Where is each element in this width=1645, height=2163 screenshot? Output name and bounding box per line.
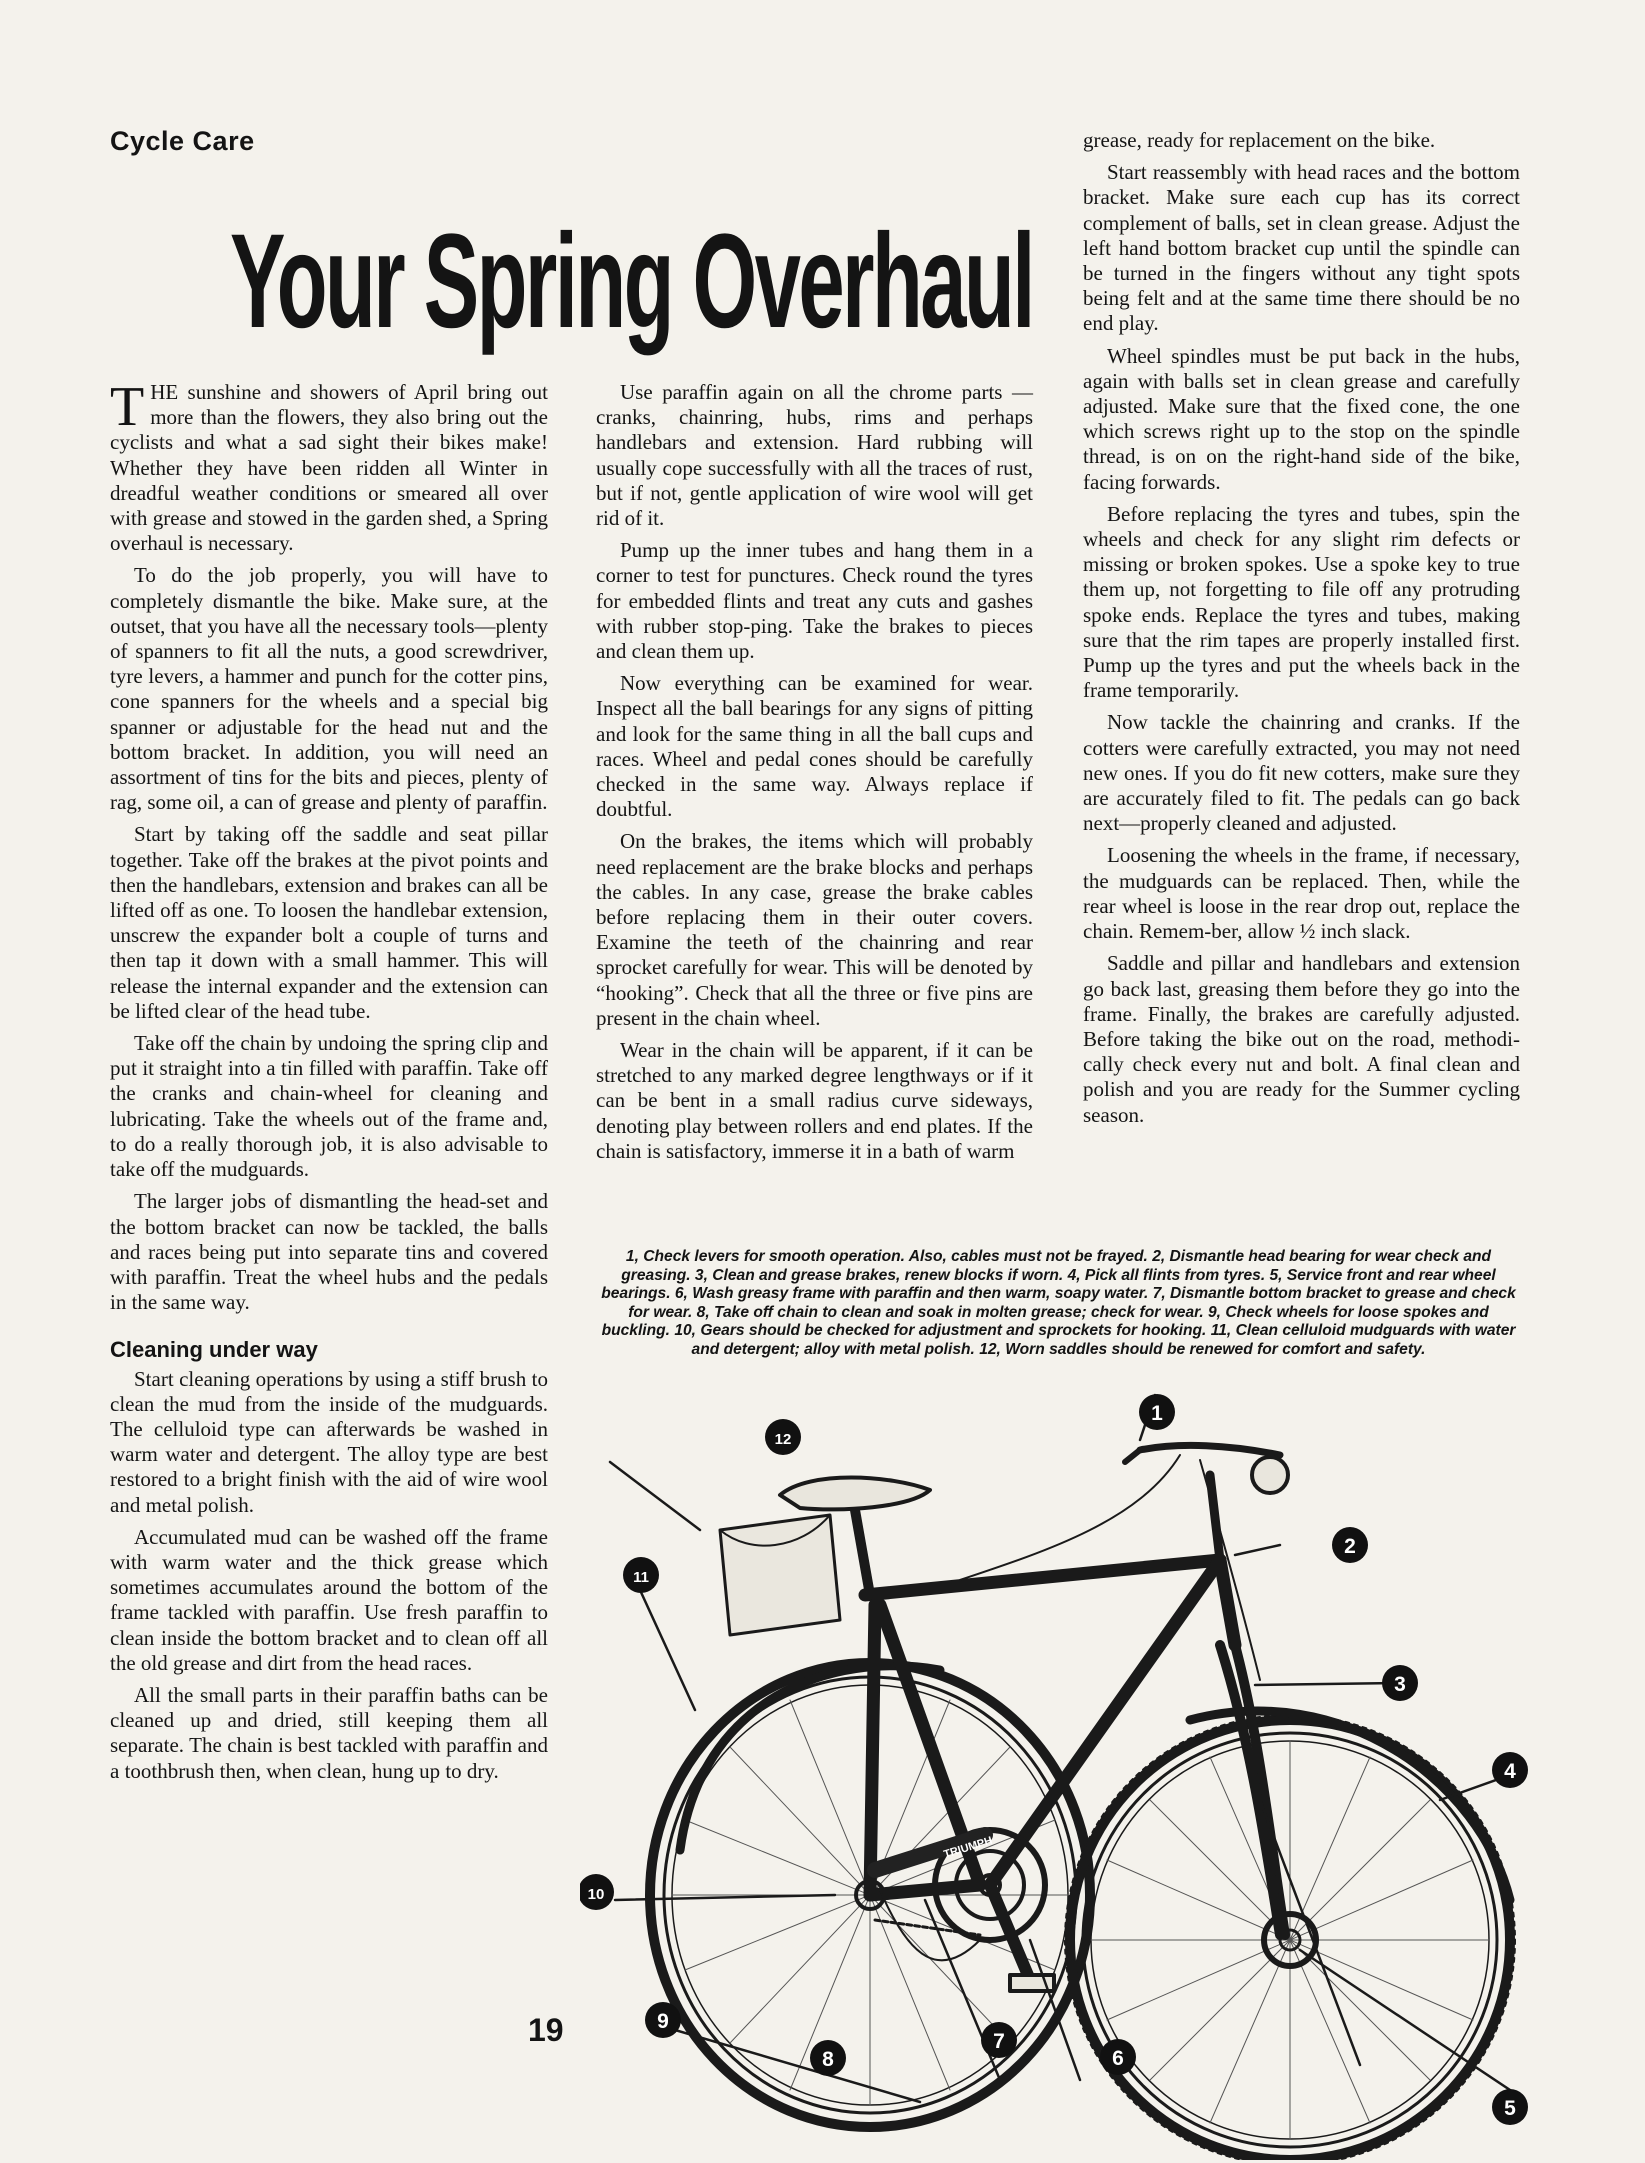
section-tag: Cycle Care bbox=[110, 126, 255, 156]
svg-text:6: 6 bbox=[1112, 2047, 1124, 2070]
svg-text:3: 3 bbox=[1394, 1673, 1406, 1696]
svg-text:11: 11 bbox=[633, 1569, 649, 1586]
paragraph: Accumulated mud can be washed off the frame with warm water and the thick grease which sometimes accumulates around the bottom of the frame tackled with paraffin. Use fresh paraffin to clean inside the bottom bracket and to clean off all the old grease and dirt from the head races. bbox=[110, 1524, 548, 1675]
svg-text:10: 10 bbox=[587, 1886, 605, 1903]
callout-11 bbox=[623, 1557, 659, 1593]
paragraph: The larger jobs of dismantling the head-set and the bottom bracket can now be tackled, the balls and races being put into separate tins and covered with paraffin. Treat the wheel hubs and the pedals in the same way. bbox=[110, 1189, 548, 1315]
paragraph: Saddle and pillar and handlebars and extension go back last, greasing them before they go into the frame. Finally, the brakes are carefully adjusted. Before taking the bike out on the road, methodi-cally check every nut and bolt. A final clean and polish and you are ready for the Summer cycling season. bbox=[1083, 951, 1520, 1127]
paragraph: Use paraffin again on all the chrome parts —cranks, chainring, hubs, rims and perhaps handlebars and extension. Hard rubbing will usually cope successfully with all the traces of rust, but if not, gentle application of wire wool will get rid of it. bbox=[596, 380, 1033, 531]
svg-text:9: 9 bbox=[657, 2010, 669, 2033]
paragraph: Now everything can be examined for wear. Inspect all the ball bearings for any signs of pitting and look for the same thing in all the ball cups and races. Wheel and pedal cones should be carefully checked in the same way. Always replace if doubtful. bbox=[596, 671, 1033, 822]
callout-2 bbox=[1332, 1527, 1368, 1563]
drop-cap: T bbox=[110, 376, 145, 438]
callout-7 bbox=[981, 2022, 1017, 2058]
paragraph: Wheel spindles must be put back in the hubs, again with balls set in clean grease and carefully adjusted. Make sure that the fixed cone, the one which screws right up to the stop on the spindle thread, is on on the right-hand side of the bike, facing forwards. bbox=[1083, 343, 1520, 494]
paragraph: Before replacing the tyres and tubes, spin the wheels and check for any slight rim defects or missing or broken spokes. Use a spoke key to true them up, not forgetting to file off any protruding spoke ends. Replace the tyres and tubes, making sure that the rim tapes are properly installed first. Pump up the tyres and put the wheels back in the frame temporarily. bbox=[1083, 501, 1520, 703]
article-column-1 bbox=[110, 376, 548, 1791]
svg-text:1: 1 bbox=[1151, 1402, 1163, 1425]
article-column-3 bbox=[1083, 128, 1520, 1135]
headline: Your Spring Overhaul bbox=[230, 207, 1033, 356]
paragraph: Start by taking off the saddle and seat pillar together. Take off the brakes at the pivot points and then the handlebars, extension and brakes can all be lifted off as one. To loosen the handlebar extension, unscrew the expander bolt a couple of turns and then tap it down with a small hammer. This will release the internal expander and the extension can be lifted clear of the head tube. bbox=[110, 822, 548, 1023]
paragraph: To do the job properly, you will have to completely dismantle the bike. Make sure, at the outset, that you have all the necessary tools—plenty of spanners to fit all the nuts, a good screwdriver, tyre levers, a hammer and punch for the cotter pins, cone spanners for the wheels and a special big spanner or adjustable for the head nut and the bottom bracket. In addition, you will need an assortment of tins for the bits and pieces, plenty of rag, some oil, a can of grease and plenty of paraffin. bbox=[110, 563, 548, 815]
callout-10 bbox=[580, 1874, 614, 1910]
page-number: 19 bbox=[528, 2012, 564, 2048]
callout-9 bbox=[645, 2002, 681, 2038]
paragraph: Start cleaning operations by using a stiff brush to clean the mud from the inside of the mudguards. The celluloid type can afterwards be washed in warm water and detergent. The alloy type are best restored to a bright finish with the aid of wire wool and metal polish. bbox=[110, 1366, 548, 1517]
frame bbox=[865, 1560, 1235, 1895]
paragraph: Loosening the wheels in the frame, if necessary, the mudguards can be replaced. Then, while the rear wheel is loose in the rear drop out, replace the chain. Remem-ber, allow ½ inch slack. bbox=[1083, 843, 1520, 944]
figure-caption: 1, Check levers for smooth operation. Also, cables must not be frayed. 2, Dismantle head bearing for wear check and greasing. 3, Clean and grease brakes, renew blocks if worn. 4, Pick all flints from tyres. 5, Service front and rear wheel bearings. 6, Wash greasy frame with paraffin and then warm, soapy water. 7, Dismantle bottom bracket to grease and check for wear. 8, Take off chain to clean and soak in molten grease; check for wear. 9, Check wheels for loose spokes and buckling. 10, Gears should be checked for adjustment and sprockets for hooking. 11, Clean celluloid mudguards with water and detergent; alloy with metal polish. 12, Worn saddles should be renewed for comfort and safety. bbox=[601, 1248, 1516, 1358]
front-wheel bbox=[1065, 1715, 1515, 2160]
paragraph: All the small parts in their paraffin baths can be cleaned up and dried, still keeping them all separate. The chain is best tackled with paraffin and a toothbrush then, when clean, hung up to dry. bbox=[110, 1682, 548, 1783]
article-column-2 bbox=[596, 380, 1033, 1171]
callout-4 bbox=[1492, 1752, 1528, 1788]
paragraph-text: HE sunshine and showers of April bring out more than the flowers, they also bring out the cyclists and what a sad sight their bikes make! Whether they have been ridden all Winter in dreadful weather conditions or smeared all over with grease and stowed in the garden shed, a Spring overhaul is necessary. bbox=[110, 380, 548, 556]
svg-text:2: 2 bbox=[1344, 1535, 1356, 1558]
bicycle-illustration bbox=[580, 1380, 1560, 2160]
subheading: Cleaning under way bbox=[110, 1337, 318, 1363]
callout-8 bbox=[810, 2040, 846, 2076]
chainguard-label: TRIUMPH bbox=[942, 1834, 994, 1861]
paragraph: grease, ready for replacement on the bike. bbox=[1083, 128, 1436, 152]
svg-text:4: 4 bbox=[1504, 1760, 1516, 1783]
paragraph: On the brakes, the items which will probably need replacement are the brake blocks and perhaps the cables. In any case, grease the brake cables before replacing them in their outer covers. Examine the teeth of the chainring and rear sprocket carefully for wear. This will be denoted by “hooking”. Check that all the three or five pins are present in the chain wheel. bbox=[596, 829, 1033, 1030]
callout-12 bbox=[765, 1419, 801, 1455]
paragraph: Take off the chain by undoing the spring clip and put it straight into a tin filled with paraffin. Take off the cranks and chain-wheel for cleaning and lubricating. Take the wheels out of the frame and, to do a really thorough job, it is also advisable to take off the mudguards. bbox=[110, 1031, 548, 1182]
svg-text:8: 8 bbox=[822, 2048, 834, 2071]
svg-text:12: 12 bbox=[774, 1431, 792, 1448]
callout-3 bbox=[1382, 1665, 1418, 1701]
callout-5 bbox=[1492, 2089, 1528, 2125]
paragraph: Pump up the inner tubes and hang them in a corner to test for punctures. Check round the tyres for embedded flints and treat any cuts and gashes with rubber stop-ping. Take the brakes to pieces and clean them up. bbox=[596, 538, 1033, 664]
paragraph bbox=[110, 376, 548, 556]
paragraph: Start reassembly with head races and the bottom bracket. Make sure each cup has its correct complement of balls, set in clean grease. Adjust the left hand bottom bracket cup until the spindle can be turned in the fingers without any tight spots being felt and at the same time there should be no end play. bbox=[1083, 160, 1520, 336]
svg-text:7: 7 bbox=[993, 2030, 1005, 2053]
paragraph: Now tackle the chainring and cranks. If the cotters were carefully extracted, you may not need new ones. If you do fit new cotters, make sure they are accurately filed to fit. The pedals can go back next—properly cleaned and adjusted. bbox=[1083, 710, 1520, 836]
svg-text:5: 5 bbox=[1504, 2097, 1516, 2120]
paragraph: Wear in the chain will be apparent, if it can be stretched to any marked degree lengthways or if it can be bent in a small radius curve sideways, denoting play between rollers and end plates. If the chain is satisfactory, immerse it in a bath of warm bbox=[596, 1038, 1033, 1163]
callout-1 bbox=[1139, 1394, 1175, 1430]
callout-6 bbox=[1100, 2039, 1136, 2075]
